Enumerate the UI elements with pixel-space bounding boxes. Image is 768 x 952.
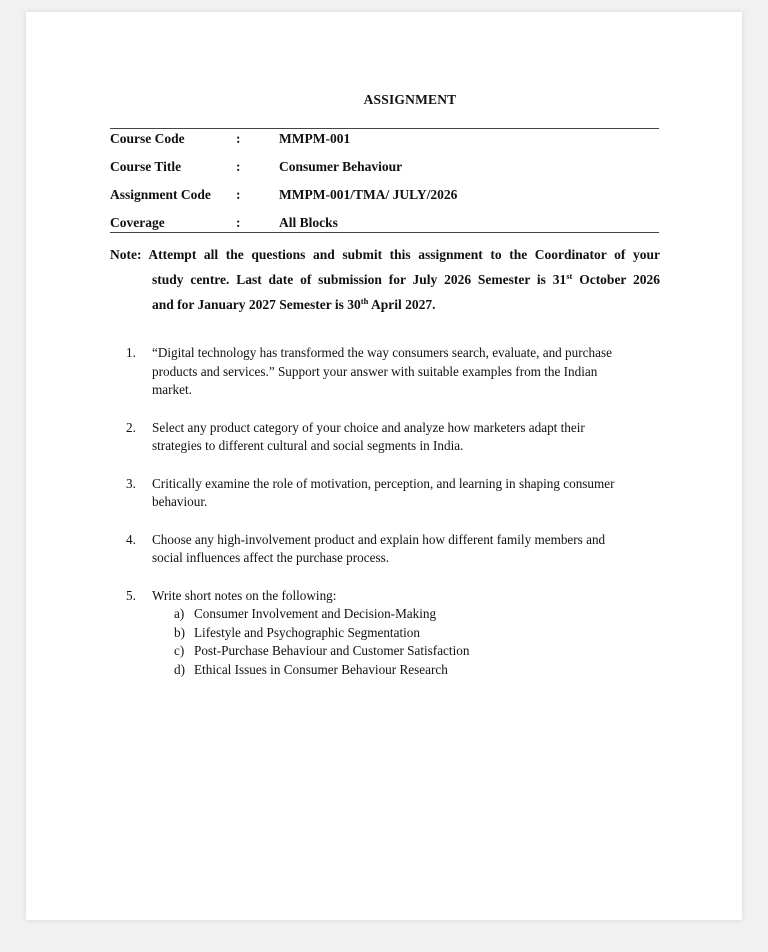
submission-note: [110, 242, 660, 317]
meta-colon: :: [236, 159, 241, 174]
meta-colon: :: [236, 131, 241, 146]
meta-key: Coverage: [110, 215, 165, 230]
meta-value: Consumer Behaviour: [279, 159, 403, 174]
document-title: ASSIGNMENT: [363, 92, 457, 107]
sub-item-text: Post-Purchase Behaviour and Customer Satisfaction: [194, 643, 470, 658]
question-item: [126, 419, 656, 456]
sub-item-text: Lifestyle and Psychographic Segmentation: [194, 624, 420, 640]
note-text: and for January 2027 Semester is 30: [152, 297, 361, 312]
question-line: “Digital technology has transformed the way consumers search, evaluate, and purchase: [152, 345, 612, 360]
note-line-2: [110, 267, 660, 292]
meta-value: MMPM-001: [279, 131, 351, 146]
note-superscript: th: [360, 296, 369, 306]
meta-row-coverage: [110, 215, 659, 233]
question-line: social influences affect the purchase process.: [152, 550, 390, 565]
sub-item-letter: c): [174, 643, 185, 658]
meta-row-course-code: [110, 131, 659, 149]
question-line: market.: [152, 382, 192, 397]
meta-colon: :: [236, 187, 241, 202]
note-line-3: [110, 292, 660, 317]
question-line: Choose any high-involvement product and explain how different family members and: [152, 531, 606, 547]
question-list: [126, 344, 656, 679]
note-text: study centre. Last date of submission for July 2026 Semester is 31: [152, 272, 567, 287]
question-line: behaviour.: [152, 494, 208, 509]
note-text: April 2027.: [368, 297, 436, 312]
meta-row-course-title: [110, 159, 659, 177]
meta-key: Course Title: [110, 159, 182, 174]
sub-item: [174, 605, 656, 624]
question-number: 2.: [126, 419, 136, 435]
sub-item-letter: b): [174, 624, 185, 640]
top-rule: [110, 128, 659, 129]
meta-colon: :: [236, 215, 241, 230]
sub-item: [174, 624, 656, 643]
question-number: 5.: [126, 587, 136, 603]
question-line: strategies to different cultural and social segments in India.: [152, 438, 464, 453]
question-line: Write short notes on the following:: [152, 587, 337, 603]
question-item: [126, 587, 656, 680]
note-line-1: Note: Attempt all the questions and submit this assignment to the Coordinator of your: [110, 247, 660, 262]
document-page: [26, 12, 742, 920]
meta-value: MMPM-001/TMA/ JULY/2026: [279, 187, 458, 202]
note-text: October 2026: [572, 272, 660, 287]
note-superscript: st: [566, 271, 573, 281]
sub-item: [174, 642, 656, 661]
sub-item: [174, 661, 656, 680]
question-line: products and services.” Support your answer with suitable examples from the Indian: [152, 363, 598, 379]
question-item: [126, 531, 656, 568]
question-item: [126, 344, 656, 400]
question-number: 4.: [126, 531, 136, 547]
meta-key: Assignment Code: [110, 187, 211, 202]
sub-item-letter: a): [174, 606, 185, 621]
meta-key: Course Code: [110, 131, 185, 146]
sub-item-text: Ethical Issues in Consumer Behaviour Research: [194, 661, 448, 677]
question-item: [126, 475, 656, 512]
bottom-rule: [110, 232, 659, 233]
question-line: Critically examine the role of motivation, perception, and learning in shaping consumer: [152, 475, 615, 491]
sub-item-letter: d): [174, 661, 185, 677]
sub-item-text: Consumer Involvement and Decision-Making: [194, 606, 437, 621]
question-number: 1.: [126, 345, 136, 360]
question-line: Select any product category of your choice and analyze how marketers adapt their: [152, 419, 585, 435]
question-number: 3.: [126, 475, 136, 491]
meta-row-assignment-code: [110, 187, 659, 205]
meta-value: All Blocks: [279, 215, 338, 230]
